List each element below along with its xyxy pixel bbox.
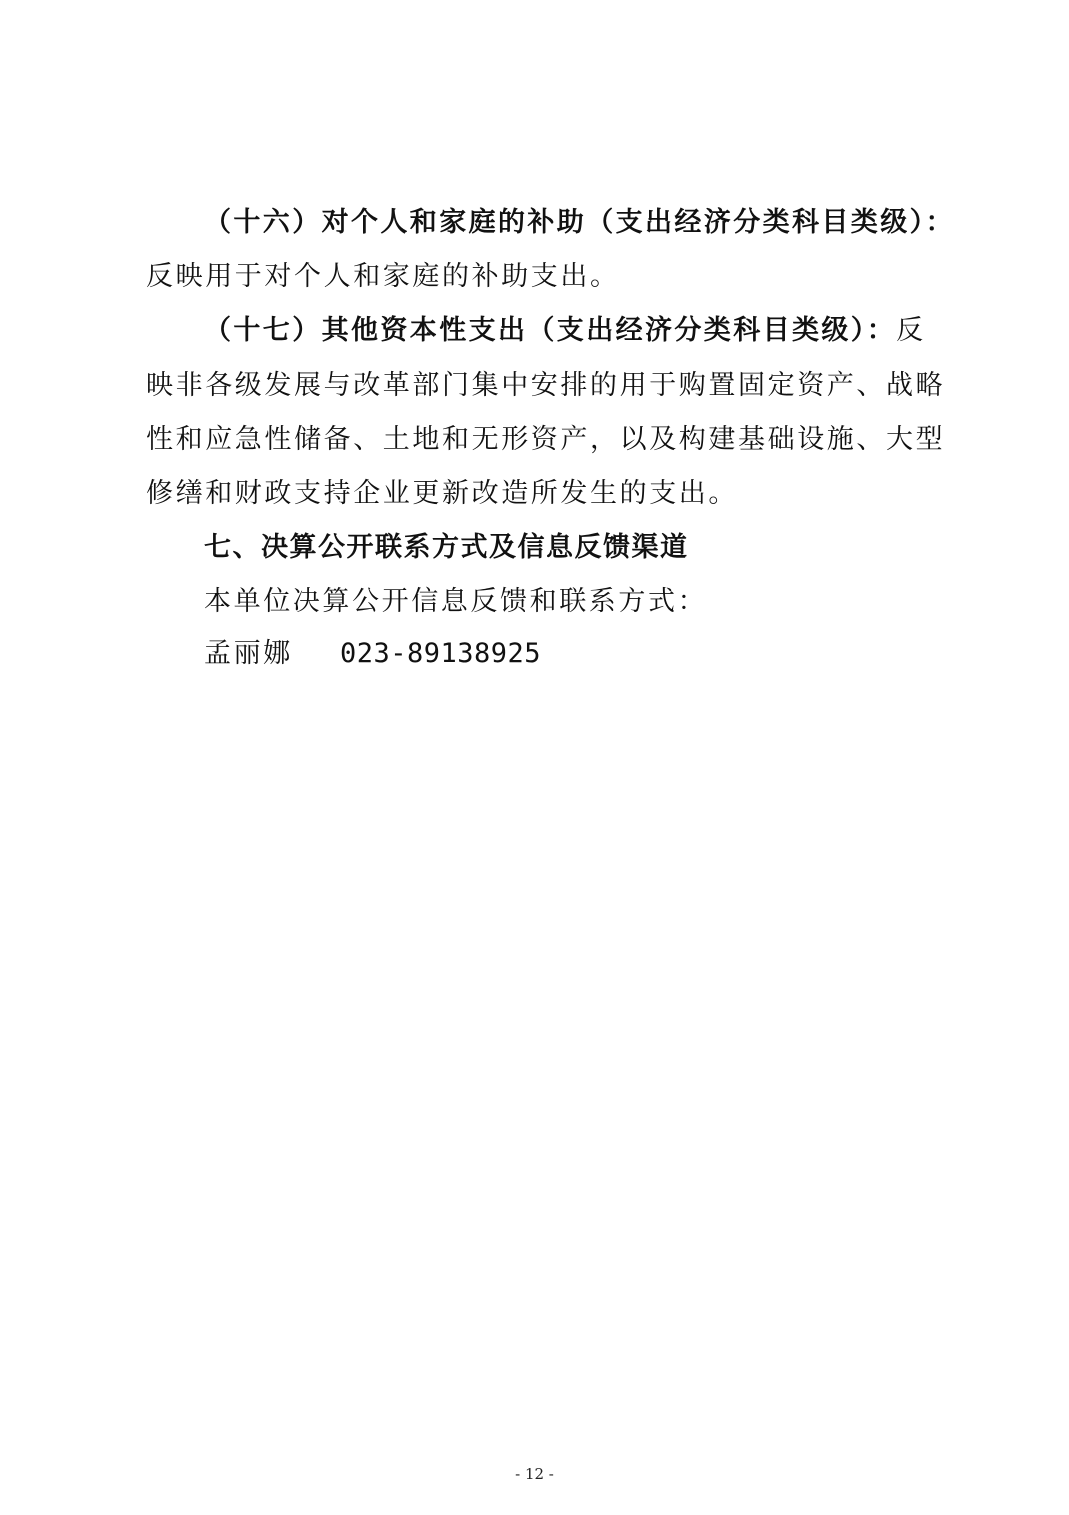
page-number: - 12 - (515, 1465, 554, 1483)
para-16-body: 反映用于对个人和家庭的补助支出。 (146, 261, 620, 292)
para-17-body-line-2: 映非各级发展与改革部门集中安排的用于购置固定资产、战略 (146, 370, 946, 401)
para-16-heading: （十六）对个人和家庭的补助（支出经济分类科目类级）： (204, 207, 955, 238)
section-7-title: 七、决算公开联系方式及信息反馈渠道 (204, 532, 689, 563)
para-17-body-line-3: 性和应急性储备、土地和无形资产，以及构建基础设施、大型 (146, 424, 946, 455)
para-17-heading: （十七）其他资本性支出（支出经济分类科目类级）： (204, 315, 897, 346)
para-17-first-line (204, 311, 926, 351)
contact-name: 孟丽娜 (204, 638, 293, 669)
para-17-body-line-4: 修缮和财政支持企业更新改造所发生的支出。 (146, 478, 738, 509)
contact-line (204, 634, 541, 674)
para-17-body-start: 反 (896, 315, 926, 346)
section-7-intro: 本单位决算公开信息反馈和联系方式： (204, 586, 708, 617)
contact-phone: 023-89138925 (340, 638, 542, 669)
